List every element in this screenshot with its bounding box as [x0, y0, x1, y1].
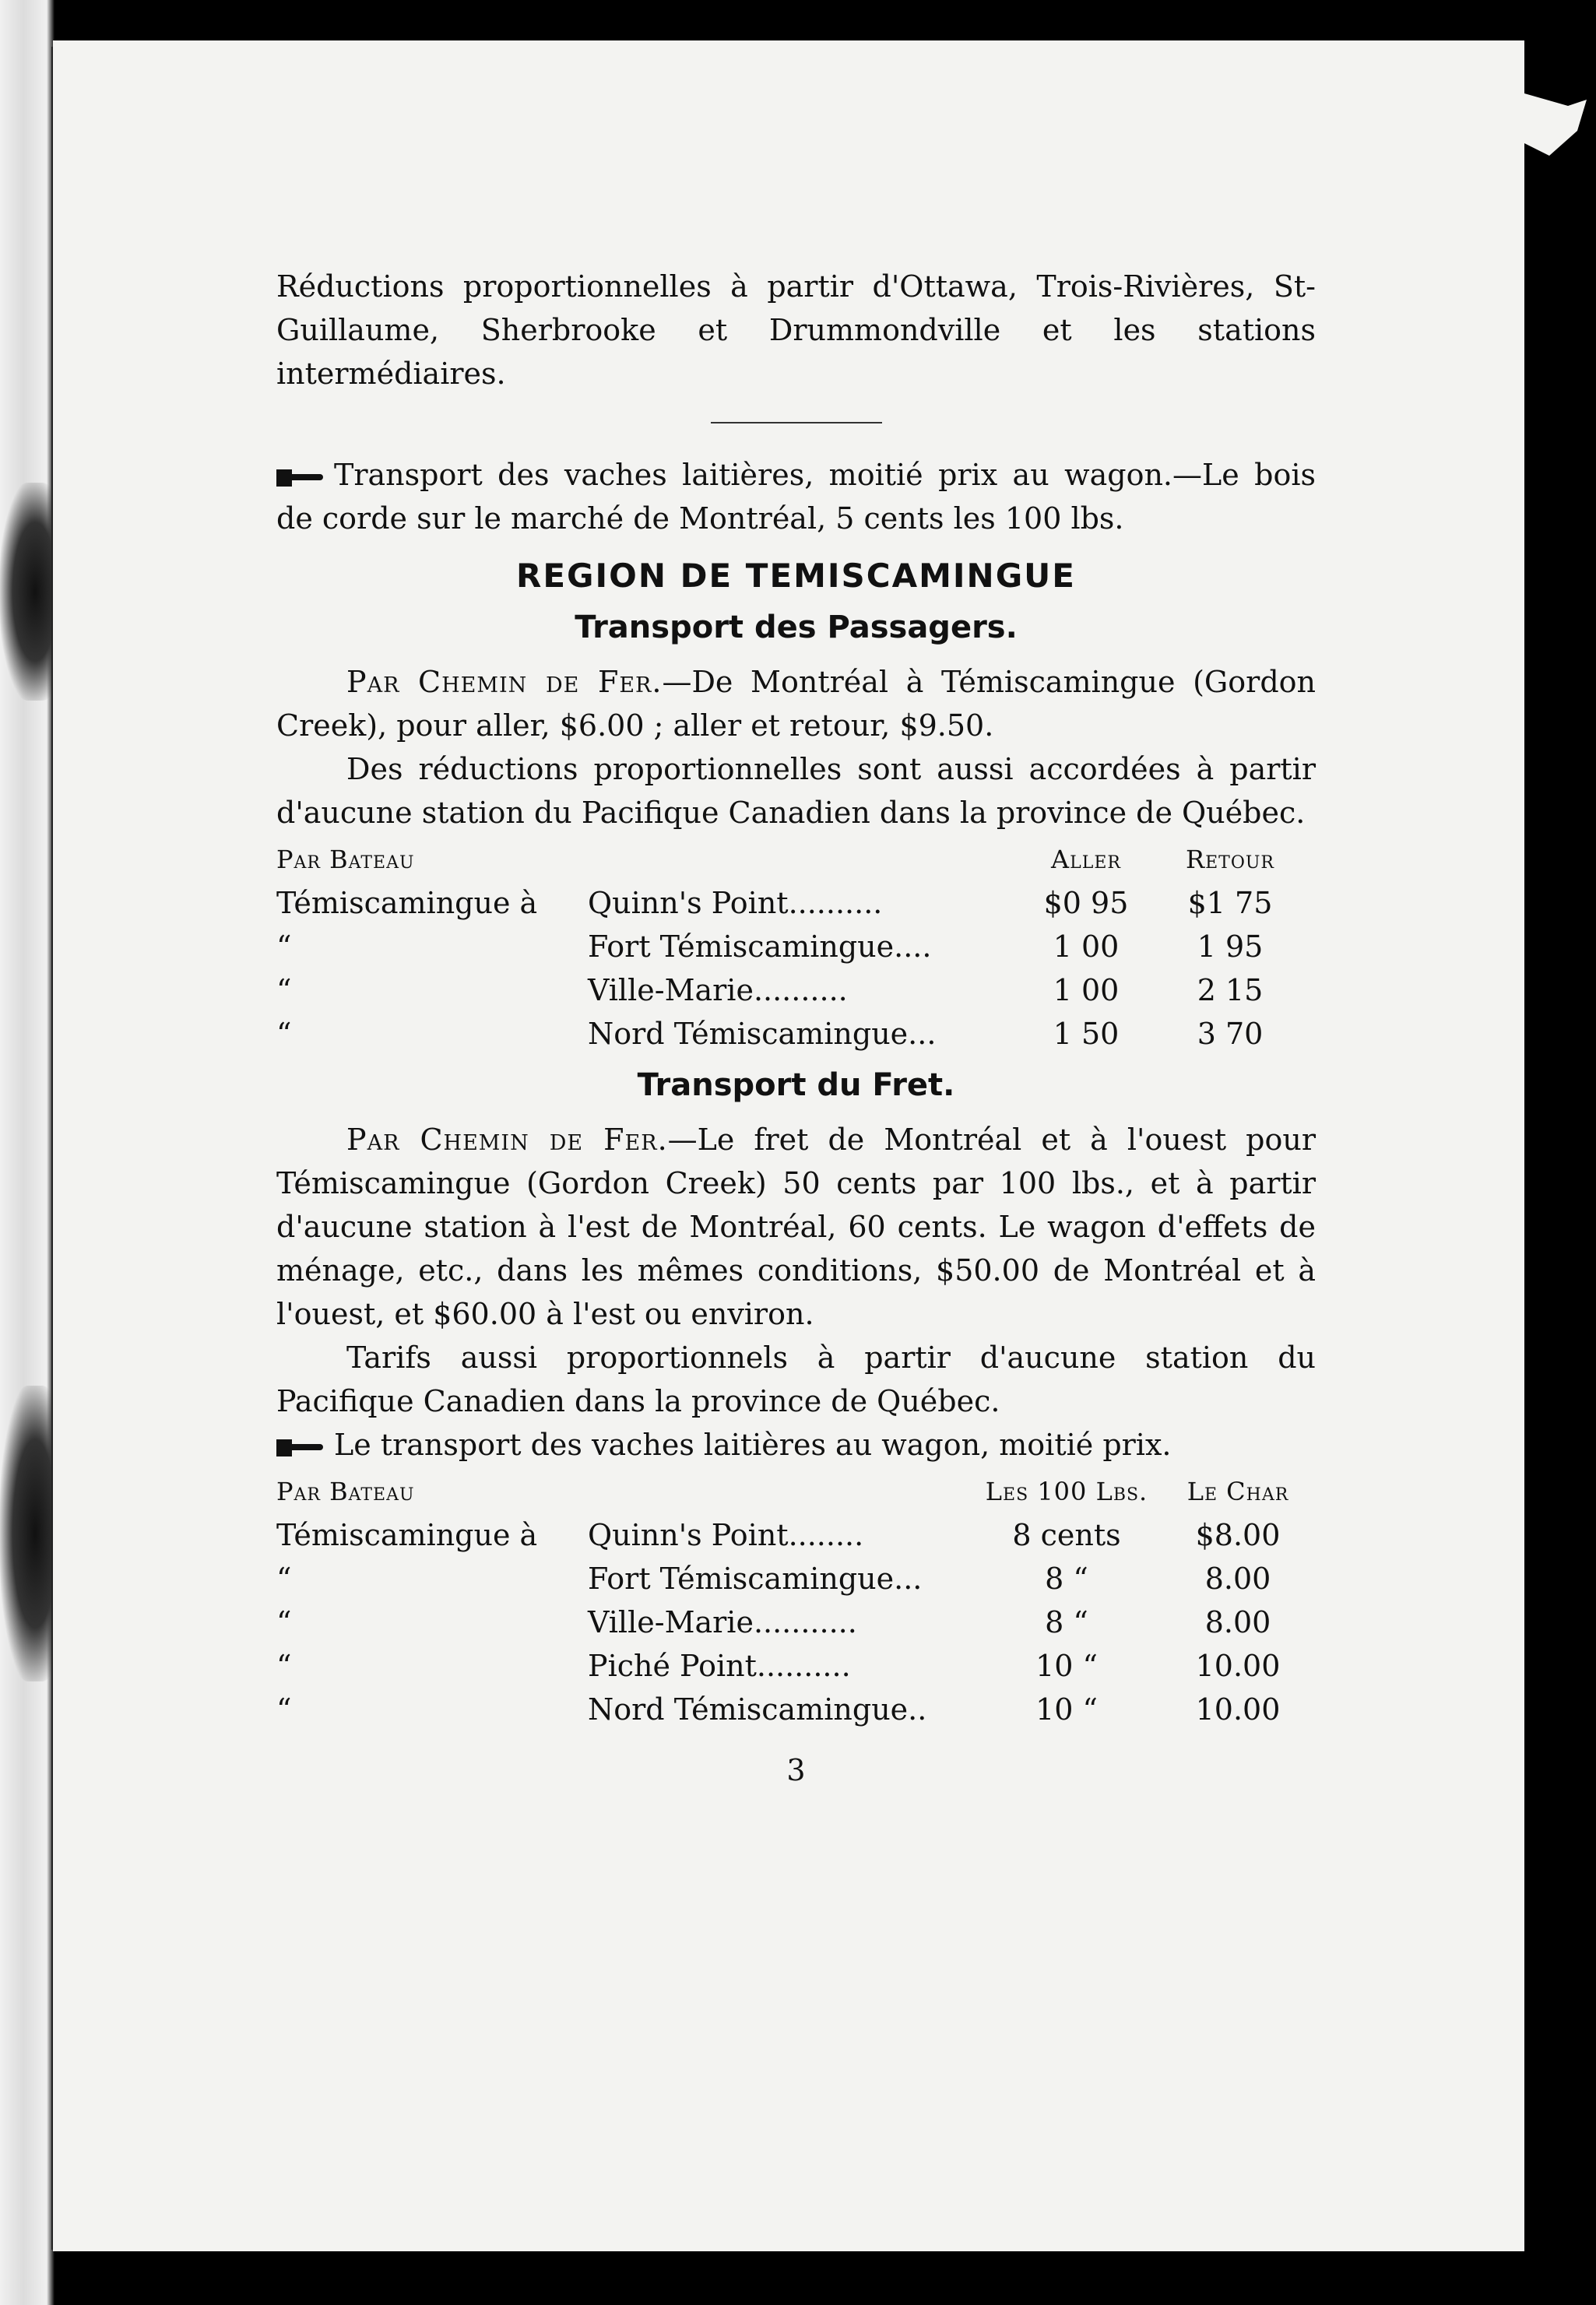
passengers-heading: Transport des Passagers.	[575, 610, 1018, 645]
table-row	[276, 925, 1316, 968]
freight-rail-paragraph	[276, 1118, 1316, 1336]
table-row	[276, 1012, 1316, 1056]
char-cell: 10.00	[1195, 1692, 1281, 1727]
passengers-rail-paragraph	[276, 660, 1316, 747]
page-number: 3	[786, 1753, 806, 1787]
retour-cell: $1 75	[1187, 886, 1273, 920]
destination-cell: Ville-Marie..........	[588, 973, 848, 1007]
separator-rule	[711, 422, 882, 423]
lbs-cell: 8 “	[1045, 1605, 1088, 1639]
boat-label: Par Bateau	[276, 845, 415, 874]
destination-cell: Fort Témiscamingue....	[588, 929, 932, 964]
destination-cell: Nord Témiscamingue...	[588, 1017, 937, 1051]
table-header-row	[276, 838, 1316, 881]
destination-cell: Quinn's Point........	[588, 1518, 864, 1552]
pointing-hand-icon	[276, 469, 323, 487]
aller-cell: $0 95	[1043, 886, 1129, 920]
aller-cell: 1 00	[1053, 929, 1120, 964]
table-row	[276, 881, 1316, 925]
aller-cell: 1 50	[1053, 1017, 1120, 1051]
left-binding-edge	[0, 0, 54, 2305]
aller-cell: 1 00	[1053, 973, 1120, 1007]
origin-cell: “	[276, 1562, 292, 1596]
freight-rates-table	[276, 1470, 1316, 1731]
col-lbs: Les 100 Lbs.	[985, 1477, 1148, 1506]
lbs-cell: 8 cents	[1012, 1518, 1121, 1552]
retour-cell: 1 95	[1197, 929, 1264, 964]
char-cell: 10.00	[1195, 1649, 1281, 1683]
reductions-paragraph: Réductions proportionnelles à partir d'Ottawa, Trois-Rivières, St-Guillaume, Sherbrooke et Drummondville et les stations intermédiaires.	[276, 269, 1316, 391]
passengers-reductions-paragraph: Des réductions proportionnelles sont aussi accordées à partir d'aucune station du Pacifique Canadien dans la province de Québec.	[276, 752, 1316, 830]
intro-note-text: Transport des vaches laitières, moitié prix au wagon.—Le bois de corde sur le marché de Montréal, 5 cents les 100 lbs.	[276, 458, 1316, 536]
origin-cell: “	[276, 973, 292, 1007]
origin-cell: “	[276, 1017, 292, 1051]
table-row	[276, 1644, 1316, 1688]
col-retour: Retour	[1186, 845, 1274, 874]
table-header-row	[276, 1470, 1316, 1513]
boat-label: Par Bateau	[276, 1477, 415, 1506]
origin-cell: “	[276, 1649, 292, 1683]
lbs-cell: 8 “	[1045, 1562, 1088, 1596]
origin-cell: Témiscamingue à	[276, 886, 538, 920]
destination-cell: Fort Témiscamingue...	[588, 1562, 923, 1596]
char-cell: 8.00	[1204, 1562, 1271, 1596]
char-cell: 8.00	[1204, 1605, 1271, 1639]
table-row	[276, 968, 1316, 1012]
freight-heading: Transport du Fret.	[637, 1067, 955, 1103]
right-scan-border	[1524, 117, 1596, 2219]
page-body	[276, 265, 1316, 1792]
origin-cell: “	[276, 1692, 292, 1727]
retour-cell: 3 70	[1197, 1017, 1264, 1051]
passengers-rail-text: —De Montréal à Témiscamingue (Gordon Creek), pour aller, $6.00 ; aller et retour, $9.50.	[276, 665, 1316, 743]
freight-rail-lead: Par Chemin de Fer.	[346, 1123, 668, 1157]
destination-cell: Nord Témiscamingue..	[588, 1692, 927, 1727]
freight-note-text: Le transport des vaches laitières au wagon, moitié prix.	[334, 1428, 1172, 1462]
table-row	[276, 1513, 1316, 1557]
freight-note	[276, 1423, 1316, 1467]
freight-tarifs-paragraph: Tarifs aussi proportionnels à partir d'aucune station du Pacifique Canadien dans la province de Québec.	[276, 1340, 1316, 1418]
table-row	[276, 1557, 1316, 1600]
origin-cell: “	[276, 929, 292, 964]
retour-cell: 2 15	[1197, 973, 1264, 1007]
pointing-hand-icon	[276, 1439, 323, 1456]
region-title: REGION DE TEMISCAMINGUE	[516, 557, 1076, 595]
passengers-rail-lead: Par Chemin de Fer.	[346, 665, 663, 699]
lbs-cell: 10 “	[1035, 1649, 1098, 1683]
freight-rail-text: —Le fret de Montréal et à l'ouest pour Témiscamingue (Gordon Creek) 50 cents par 100 lbs., et à partir d'aucune station à l'est de Montréal, 60 cents. Le wagon d'effets de ménage, etc., dans les mêmes conditions, $50.00 de Montréal et à l'ouest, et $60.00 à l'est ou environ.	[276, 1123, 1316, 1331]
col-aller: Aller	[1051, 845, 1121, 874]
char-cell: $8.00	[1195, 1518, 1281, 1552]
passenger-rates-table	[276, 838, 1316, 1056]
col-char: Le Char	[1186, 1477, 1289, 1506]
destination-cell: Ville-Marie...........	[588, 1605, 857, 1639]
table-row	[276, 1688, 1316, 1731]
origin-cell: “	[276, 1605, 292, 1639]
intro-note	[276, 453, 1316, 540]
destination-cell: Quinn's Point..........	[588, 886, 883, 920]
lbs-cell: 10 “	[1035, 1692, 1098, 1727]
destination-cell: Piché Point..........	[588, 1649, 851, 1683]
table-row	[276, 1600, 1316, 1644]
origin-cell: Témiscamingue à	[276, 1518, 538, 1552]
